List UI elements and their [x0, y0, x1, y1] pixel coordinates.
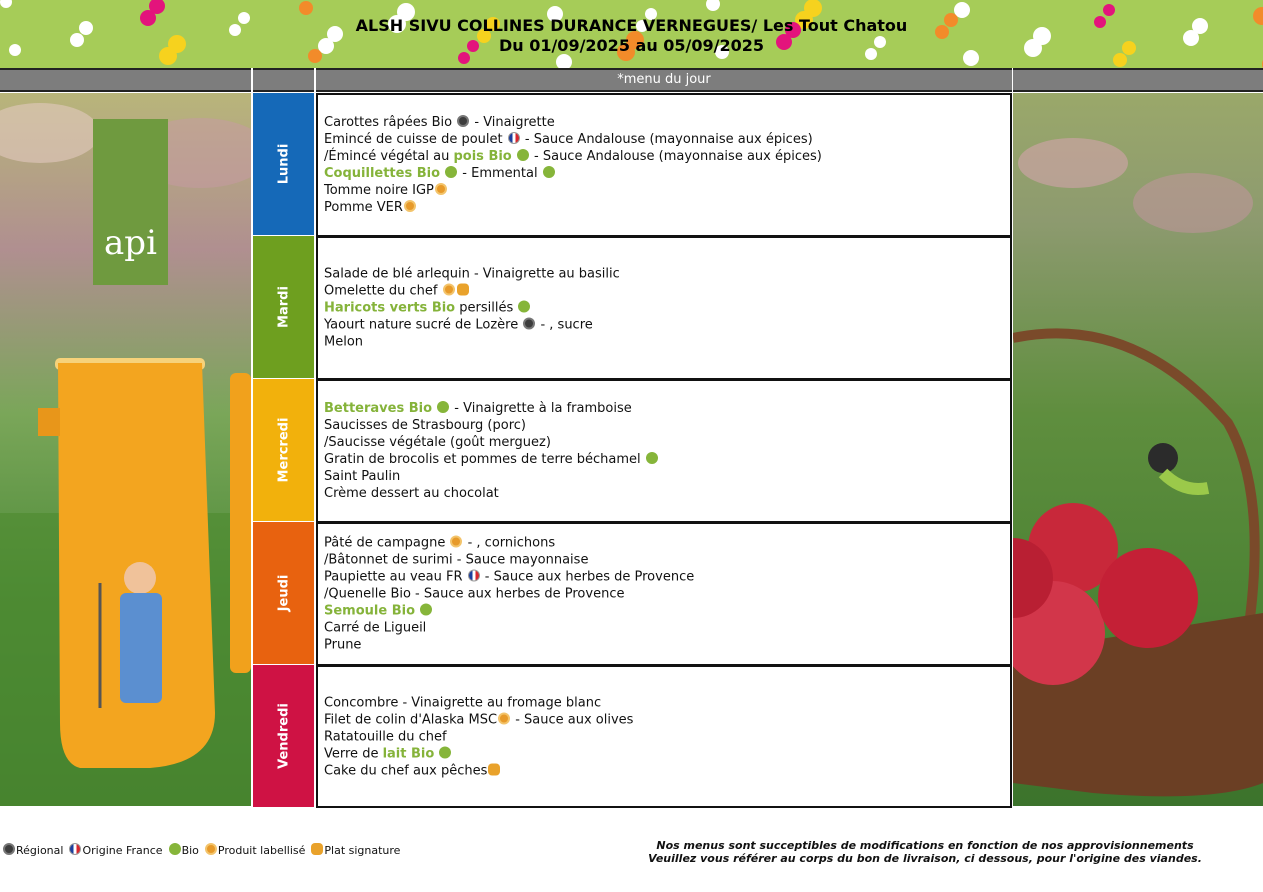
menu-text: Pâté de campagne [324, 535, 450, 551]
legend-item [168, 844, 199, 857]
menu-item [324, 434, 659, 451]
menu-item [324, 114, 822, 131]
menu-item [324, 451, 659, 468]
menu-item [324, 300, 620, 317]
menu-text: Salade de blé arlequin - Vinaigrette au basilic [324, 266, 620, 282]
menu-text [440, 166, 444, 181]
origine-france-icon [508, 132, 520, 144]
legend-item [68, 844, 162, 857]
legend-item [2, 844, 63, 857]
header-cell-left [0, 68, 251, 92]
day-label-cell [253, 93, 314, 235]
day-name: Mardi [276, 286, 291, 328]
menu-text: Carré de Ligueil [324, 620, 427, 636]
menu-text: Crème dessert au chocolat [324, 486, 499, 501]
menu-text: /Quenelle Bio - Sauce aux herbes de Provence [324, 586, 625, 602]
menu-item [324, 317, 620, 334]
day-name: Vendredi [276, 703, 291, 769]
menu-item [324, 334, 620, 351]
banner-dot [706, 0, 720, 11]
menu-text: Carottes râpées Bio [324, 115, 457, 130]
banner-dot [149, 0, 165, 14]
day-label-cell [253, 236, 314, 378]
menu-item [324, 417, 659, 434]
legend-item [204, 844, 305, 857]
menu-text [415, 604, 419, 619]
menu-text: Tomme noire IGP [324, 183, 434, 198]
menu-item [324, 485, 659, 502]
bio-icon [646, 452, 658, 464]
menu-item [324, 603, 694, 620]
menu-text: - Sauce aux olives [511, 712, 634, 727]
bio-icon [439, 746, 451, 758]
bio-product-text: Semoule Bio [324, 603, 416, 619]
menu-text: Omelette du chef [324, 283, 442, 299]
menu-text: Prune [324, 637, 362, 653]
menu-text: - Vinaigrette à la framboise [450, 401, 632, 416]
produit-labellise-icon [205, 843, 217, 855]
left-decorative-image [0, 93, 251, 806]
regional-icon [523, 318, 535, 330]
banner-dot [804, 0, 822, 17]
menu-text [432, 401, 436, 416]
bio-product-text: Coquillettes Bio [324, 166, 441, 181]
menu-text [512, 149, 516, 164]
menu-item [324, 400, 659, 417]
menu-text: Gratin de brocolis et pommes de terre béchamel [324, 452, 645, 467]
note-line-1: Nos menus sont succeptibles de modifications en fonction de nos approvisionnements [656, 839, 1194, 852]
menu-item [324, 535, 694, 552]
menu-item [324, 148, 822, 165]
plat-signature-icon [311, 843, 323, 855]
banner-dot [299, 1, 313, 15]
menu-item [324, 745, 633, 762]
day-menu-cell [316, 665, 1012, 808]
legend-label: Origine France [82, 844, 163, 857]
produit-labellise-icon [435, 183, 447, 195]
menu-item [324, 165, 822, 182]
legend-label: Produit labellisé [217, 844, 306, 857]
legend-label: Plat signature [324, 844, 401, 857]
produit-labellise-icon [450, 536, 462, 548]
bio-icon [517, 149, 529, 161]
api-logo-text: api [104, 223, 157, 263]
menu-text: Verre de [324, 746, 383, 761]
menu-column-header: *menu du jour [617, 72, 711, 87]
menu-text [434, 746, 438, 761]
menu-text: Cake du chef aux pêches [324, 763, 488, 778]
menu-text: /Saucisse végétale (goût merguez) [324, 435, 551, 450]
bio-product-text: pois Bio [453, 149, 512, 164]
menu-item [324, 199, 822, 216]
menu-item [324, 552, 694, 569]
menu-item [324, 182, 822, 199]
menu-item [324, 266, 620, 283]
banner-dot [1103, 4, 1115, 16]
menu-text: Yaourt nature sucré de Lozère [324, 317, 523, 333]
bio-product-text: Haricots verts Bio [324, 300, 456, 316]
menu-text: /Bâtonnet de surimi - Sauce mayonnaise [324, 552, 589, 568]
menu-text: /Émincé végétal au [324, 149, 454, 164]
menu-text: Melon [324, 334, 364, 350]
apple-basket-illustration [1013, 93, 1263, 806]
note-line-2: Veuillez vous référer au corps du bon de livraison, ci dessous, pour l'origine des viandes. [648, 852, 1202, 865]
legend-item [310, 844, 400, 857]
bio-product-text: lait Bio [382, 746, 435, 761]
day-name: Jeudi [276, 574, 291, 612]
menu-item [324, 586, 694, 603]
menu-text: - , cornichons [463, 535, 556, 551]
disclaimer-notes [630, 839, 1220, 865]
produit-labellise-icon [404, 200, 416, 212]
header-cell-day [253, 68, 314, 92]
legend-label: Régional [16, 844, 64, 857]
bio-icon [543, 166, 555, 178]
banner-dot [0, 0, 12, 8]
menu-text: - Sauce Andalouse (mayonnaise aux épices) [520, 132, 813, 147]
bio-icon [445, 166, 457, 178]
day-label-cell [253, 522, 314, 664]
menu-item [324, 637, 694, 654]
origine-france-icon [69, 843, 81, 855]
day-label-cell [253, 665, 314, 807]
menu-text: - Sauce Andalouse (mayonnaise aux épices) [529, 149, 822, 164]
menu-text: Ratatouille du chef [324, 729, 447, 744]
bio-icon [420, 604, 432, 616]
menu-text: Concombre - Vinaigrette au fromage blanc [324, 695, 602, 710]
menu-text: Emincé de cuisse de poulet [324, 132, 507, 147]
menu-text: - Vinaigrette [470, 115, 555, 130]
api-logo [93, 119, 168, 285]
menu-text: - , sucre [536, 317, 593, 333]
day-menu-cell [316, 236, 1012, 380]
right-decorative-image [1013, 93, 1263, 806]
regional-icon [3, 843, 15, 855]
menu-text: persillés [455, 300, 518, 316]
banner-dot [556, 54, 572, 68]
page-title [0, 16, 1263, 56]
menu-text: Pomme VER [324, 200, 403, 215]
menu-item [324, 131, 822, 148]
day-name: Mercredi [276, 417, 291, 483]
day-menu-cell [316, 379, 1012, 523]
produit-labellise-icon [498, 712, 510, 724]
bio-icon [437, 401, 449, 413]
menu-text: - Emmental [458, 166, 542, 181]
header-cell-right [1013, 68, 1263, 92]
title-line-2: Du 01/09/2025 au 05/09/2025 [498, 36, 765, 55]
origine-france-icon [468, 570, 480, 582]
menu-item [324, 694, 633, 711]
menu-item [324, 468, 659, 485]
menu-text: Filet de colin d'Alaska MSC [324, 712, 498, 727]
menu-text: Paupiette au veau FR [324, 569, 467, 585]
legend-label: Bio [181, 844, 199, 857]
header-banner [0, 0, 1263, 68]
day-label-cell [253, 379, 314, 521]
day-menu-cell [316, 522, 1012, 666]
menu-item [324, 620, 694, 637]
menu-item [324, 762, 633, 779]
menu-text: Saint Paulin [324, 469, 401, 484]
menu-item [324, 569, 694, 586]
menu-item [324, 283, 620, 300]
menu-text: Saucisses de Strasbourg (porc) [324, 418, 526, 433]
plat-signature-icon [488, 763, 500, 775]
regional-icon [457, 115, 469, 127]
produit-labellise-icon [443, 284, 455, 296]
day-name: Lundi [276, 143, 291, 185]
menu-item [324, 728, 633, 745]
plat-signature-icon [457, 284, 469, 296]
menu-item [324, 711, 633, 728]
day-menu-cell [316, 93, 1012, 237]
header-cell-menu [316, 68, 1012, 92]
bio-icon [518, 301, 530, 313]
title-line-1: ALSH SIVU COLLINES DURANCE VERNEGUES/ Les Tout Chatou [355, 16, 908, 35]
bio-product-text: Betteraves Bio [324, 401, 433, 416]
menu-text: - Sauce aux herbes de Provence [480, 569, 695, 585]
legend [2, 843, 405, 857]
bio-icon [169, 843, 181, 855]
